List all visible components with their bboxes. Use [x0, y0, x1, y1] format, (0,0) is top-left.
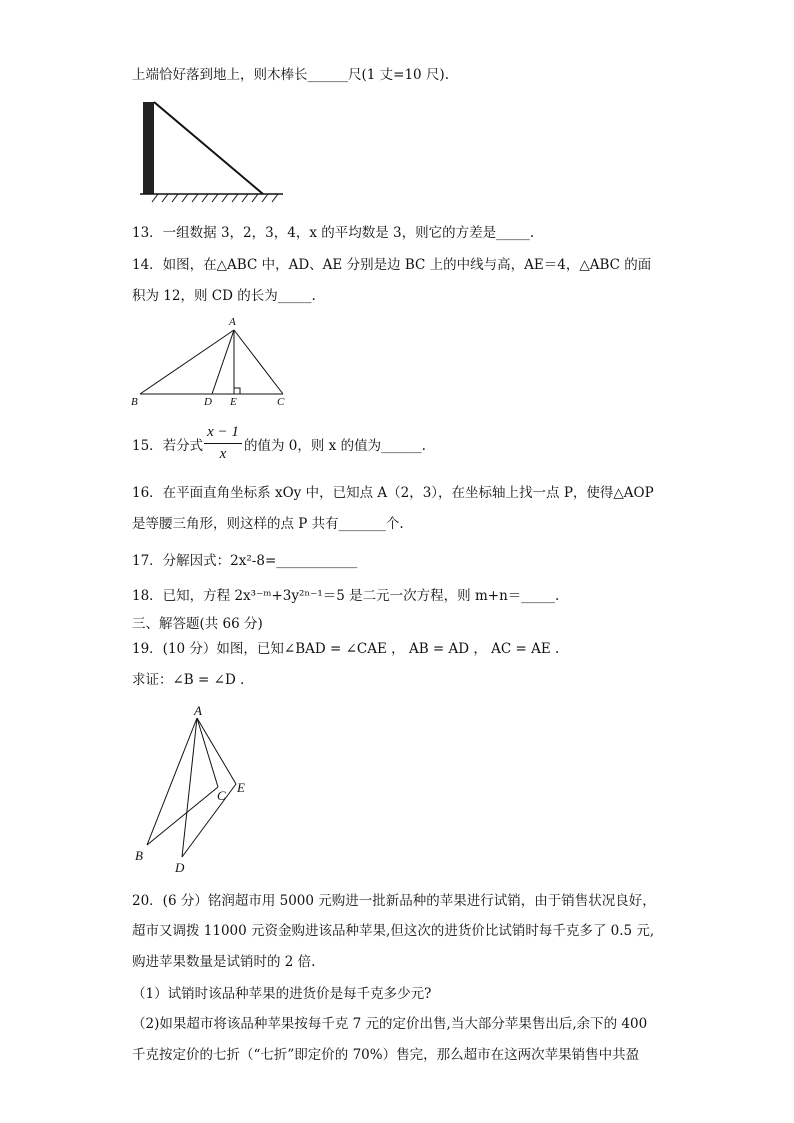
label-c: C [277, 396, 285, 408]
question-20-part-2-line-1: （2)如果超市将该品种苹果按每千克 7 元的定价出售,当大部分苹果售出后,余下的 400 [132, 1016, 648, 1032]
ground-hatching [152, 194, 278, 202]
segment-ac [197, 718, 218, 787]
question-20-part-1: （1）试销时该品种苹果的进货价是每千克多少元? [132, 986, 432, 1002]
triangle-abc-figure [128, 314, 298, 410]
segment-ab [140, 330, 234, 394]
label-a: A [194, 703, 202, 718]
question-19-line-2: 求证：∠B = ∠D . [132, 672, 245, 688]
segment-ad [182, 718, 197, 857]
label-a: A [229, 316, 236, 328]
question-20-part-2-line-2: 千克按定价的七折（“七折”即定价的 70%）售完，那么超市在这两次苹果销售中共盈 [132, 1047, 640, 1063]
label-e: E [237, 780, 245, 795]
fraction-denominator: x [219, 446, 227, 462]
question-16-line-1: 16．在平面直角坐标系 xOy 中，已知点 A（2，3），在坐标轴上找一点 P，使得△AOP [132, 485, 654, 501]
median-ad [212, 330, 234, 394]
section-3-heading: 三、解答题(共 66 分) [132, 616, 263, 632]
label-e: E [230, 396, 237, 408]
fraction [204, 424, 242, 463]
question-18: 18．已知，方程 2x³⁻ᵐ+3y²ⁿ⁻¹＝5 是二元一次方程，则 m+n＝_____. [132, 588, 560, 604]
question-19-line-1: 19．(10 分）如图，已知∠BAD = ∠CAE ， AB = AD ， AC = AE . [132, 641, 560, 657]
label-b: B [131, 396, 138, 408]
text-line-q12-end: 上端恰好落到地上，则木棒长______尺(1 丈=10 尺). [132, 67, 449, 83]
quadrilateral-figure [130, 700, 260, 878]
question-20-line-1: 20．(6 分）铭润超市用 5000 元购进一批新品种的苹果进行试销，由于销售状况良好， [132, 893, 656, 909]
label-c: C [217, 788, 226, 803]
stick-line [154, 102, 263, 194]
segment-ac [234, 330, 283, 394]
stick-wall-figure [138, 98, 288, 204]
label-d: D [204, 396, 212, 408]
label-b: B [135, 848, 143, 863]
label-d: D [175, 860, 185, 875]
question-15-prefix: 15．若分式 [132, 438, 204, 454]
question-14-line-1: 14．如图，在△ABC 中，AD、AE 分别是边 BC 上的中线与高，AE＝4，△ABC 的面 [132, 257, 652, 273]
question-13: 13．一组数据 3，2，3，4，x 的平均数是 3，则它的方差是_____. [132, 225, 535, 241]
right-angle-mark [234, 388, 240, 394]
question-17: 17．分解因式：2x²-8=____________ [132, 553, 358, 569]
question-20-line-2: 超市又调拨 11000 元资金购进该品种苹果,但这次的进货价比试销时每千克多了 0.5 元, [132, 923, 655, 939]
fraction-numerator: x − 1 [204, 424, 242, 444]
segment-ab [147, 718, 197, 845]
question-14-line-2: 积为 12，则 CD 的长为_____. [132, 288, 316, 304]
question-15-suffix: 的值为 0，则 x 的值为______. [244, 438, 426, 454]
segment-ae [197, 718, 236, 784]
question-16-line-2: 是等腰三角形，则这样的点 P 共有_______个. [132, 516, 404, 532]
wall [143, 102, 154, 194]
question-20-line-3: 购进苹果数量是试销时的 2 倍. [132, 954, 316, 970]
segment-bc [147, 787, 218, 845]
